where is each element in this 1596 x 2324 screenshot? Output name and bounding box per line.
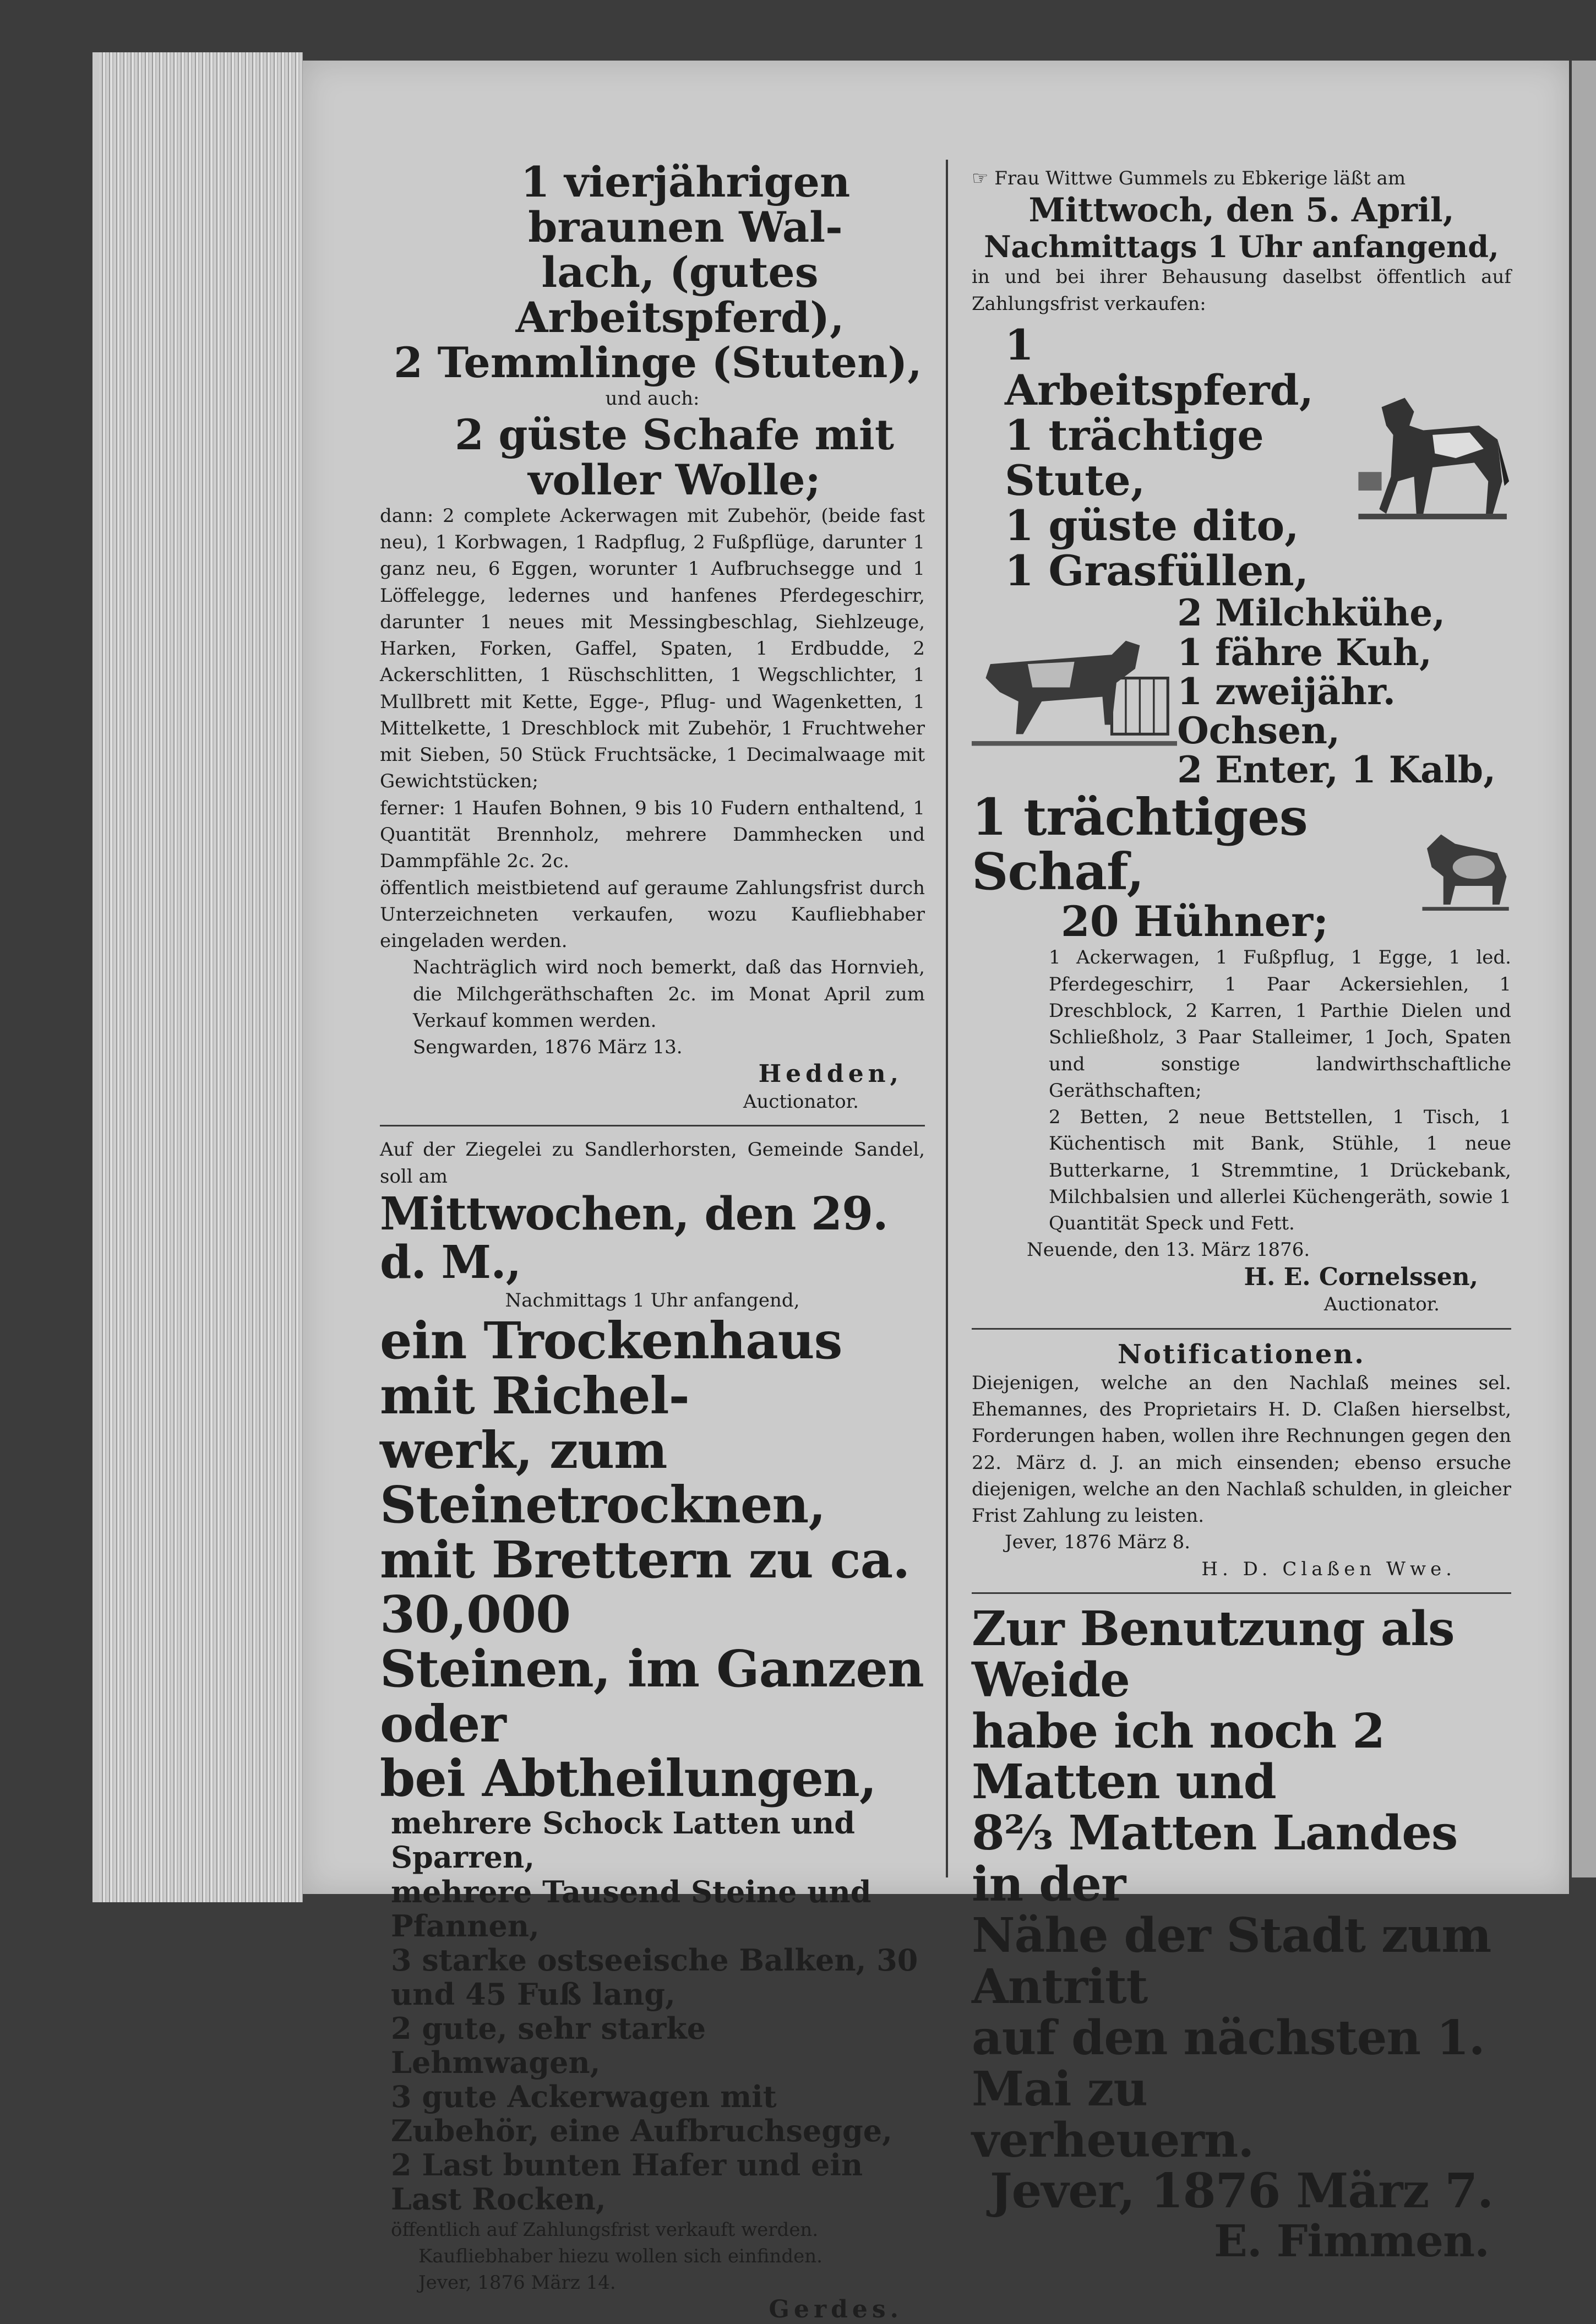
ad-body: Diejenigen, welche an den Nachlaß meines sel. Ehemannes, des Proprietairs H. D. Claßen hierselbst, Forderungen haben, wollen ihre Rechnungen gegen den 22. März d. J. an mich einsenden; ebenso ersuche diejenigen, welche an den Nachlaß schulden, in gleicher Frist Zahlung zu leisten. (972, 1371, 1511, 1527)
ad-item: 3 gute Ackerwagen mit Zubehör, eine Aufbruchsegge, (391, 2079, 892, 2149)
ad-item: mehrere Schock Latten und Sparren, (391, 1805, 855, 1875)
ad-notification (972, 1340, 1511, 1582)
ad-item: 1 güste dito, (1005, 501, 1299, 551)
ad-body: Kaufliebhaber hiezu wollen sich einfinden. (418, 2245, 822, 2267)
ad-headline: 2 Temmlinge (Stuten), (394, 338, 922, 388)
ad-item: 20 Hühner; (1060, 897, 1329, 946)
ad-body: 2 Betten, 2 neue Bettstellen, 1 Tisch, 1 Küchentisch mit Bank, Stühle, 1 neue Butterkarne, 1 Stremmtine, 1 Drückebank, Milchbalsien und allerlei Küchengeräth, sowie 1 Quantität Speck und Fett. (1049, 1106, 1511, 1235)
ad-body: ferner: 1 Haufen Bohnen, 9 bis 10 Fudern enthaltend, 1 Quantität Brennholz, mehrere Dammhecken und Dammpfähle 2c. 2c. (380, 797, 925, 873)
ad-headline: Nähe der Stadt zum Antritt (972, 1908, 1491, 2015)
horse-block (972, 320, 1511, 596)
ad-item: 1 Arbeitspferd, (1005, 320, 1314, 415)
ad-date: Jever, 1876 März 8. (1005, 1531, 1191, 1554)
facing-page-edge (1572, 61, 1596, 1877)
ad-headline: mit Brettern zu ca. 30,000 (380, 1530, 910, 1644)
ad-date: Jever, 1876 März 7. (989, 2163, 1494, 2219)
ad-time: Nachmittags 1 Uhr anfangend, (505, 1289, 800, 1311)
ad-signature-title: Auctionator. (743, 1090, 859, 1113)
ad-intro: in und bei ihrer Behausung daselbst öffentlich auf Zahlungsfrist verkaufen: (972, 266, 1511, 315)
ad-headline: auf den nächsten 1. Mai zu (972, 2010, 1485, 2117)
ad-item: 2 Milchkühe, (1177, 591, 1446, 635)
left-column (380, 157, 925, 2324)
ad-item: 2 Last bunten Hafer und ein Last Rocken, (391, 2147, 863, 2217)
ad-body: dann: 2 complete Ackerwagen mit Zubehör, (beide fast neu), 1 Korbwagen, 1 Radpflug, 2 Fußpflüge, darunter 1 ganz neu, 6 Eggen, worunter 1 Aufbruchsegge und 1 Löffelegge, ledernes und hanfenes Pferdegeschirr, darunter 1 neues mit Messingbeschlag, Siehlzeuge, Harken, Forken, Gaffel, Spaten, 1 Erdbudde, 2 Ackerschlitten, 1 Rüschschlitten, 1 Wegschlichter, 1 Mullbrett mit Kette, Egge-, Pflug- und Wagenketten, 1 Mittelkette, 1 Dreschblock mit Zubehör, 1 Fruchtweher mit Sieben, 50 Stück Fruchtsäcke, 1 Decimalwaage mit Gewichtstücken; (380, 504, 925, 793)
ad-body: 1 Ackerwagen, 1 Fußpflug, 1 Egge, 1 led. Pferdegeschirr, 1 Paar Ackersiehlen, 1 Dreschblock, 2 Karren, 1 Parthie Dielen und Schließholz, 3 Paar Stalleimer, 1 Joch, Spaten und sonstige landwirthschaftliche Geräthschaften; (1049, 946, 1511, 1102)
ad-item: 1 fähre Kuh, (1177, 630, 1432, 674)
ad-date-headline: Mittwochen, den 29. d. M., (380, 1187, 888, 1289)
ad-intro-text: Frau Wittwe Gummels zu Ebkerige läßt am (994, 167, 1406, 189)
ad-date: Sengwarden, 1876 März 13. (413, 1036, 683, 1059)
ad-body: öffentlich meistbietend auf geraume Zahlungsfrist durch Unterzeichneten verkaufen, wozu Kaufliebhaber eingeladen werden. (380, 877, 925, 953)
ad-headline: habe ich noch 2 Matten und (972, 1703, 1385, 1810)
ad-item: 1 Grasfüllen, (1005, 546, 1309, 596)
pointing-hand-icon: ☞ (972, 167, 995, 189)
ad-livestock-auction (972, 165, 1511, 1318)
ad-headline: Zur Benutzung als Weide (972, 1601, 1455, 1708)
sheep-illustration (1418, 812, 1511, 922)
ad-body: Nachträglich wird noch bemerkt, daß das Hornvieh, die Milchgeräthschaften 2c. im Monat April zum Verkauf kommen werden. (413, 956, 925, 1032)
ad-subline: und auch: (605, 388, 700, 410)
ad-pasture-lease (972, 1601, 1511, 2267)
ad-date: Jever, 1876 März 14. (418, 2272, 616, 2294)
section-heading: Notificationen. (1118, 1338, 1365, 1370)
horse-illustration (1354, 375, 1511, 541)
ad-signature-title: Auctionator. (1323, 1293, 1440, 1316)
ad-intro (972, 165, 1511, 192)
ad-item: 1 trächtiges Schaf, (972, 787, 1308, 902)
ad-item: 1 trächtige Stute, (1005, 411, 1264, 505)
ad-headline: ein Trockenhaus mit Richel- (380, 1311, 842, 1425)
ad-signature: E. Fimmen. (1213, 2215, 1489, 2267)
column-divider (946, 160, 948, 1877)
ad-date: Neuende, den 13. März 1876. (1027, 1239, 1310, 1261)
ad-signature: H. D. Claßen Wwe. (1201, 1558, 1456, 1580)
ad-headline: Steinen, im Ganzen oder (380, 1639, 924, 1754)
ad-separator (380, 1125, 925, 1126)
ad-horse-auction (380, 157, 925, 1115)
ad-date-headline: Mittwoch, den 5. April, (1028, 191, 1455, 230)
ad-headline: lach, (gutes Arbeitspferd), (515, 248, 845, 342)
ad-signature: Gerdes. (769, 2295, 903, 2324)
ad-item: 3 starke ostseeische Balken, 30 und 45 Fuß lang, (391, 1942, 918, 2012)
right-column (972, 165, 1511, 2265)
sheep-block (972, 787, 1511, 946)
ad-item: 1 zweijähr. Ochsen, (1177, 670, 1396, 753)
cow-illustration (972, 621, 1177, 764)
ad-intro: Auf der Ziegelei zu Sandlerhorsten, Gemeinde Sandel, soll am (380, 1139, 925, 1188)
ad-drying-house (380, 1136, 925, 2324)
ad-headline: bei Abtheilungen, (380, 1749, 876, 1809)
ad-item: mehrere Tausend Steine und Pfannen, (391, 1874, 871, 1944)
ad-item: 2 Enter, 1 Kalb, (1177, 748, 1496, 792)
cow-block (972, 591, 1511, 792)
ad-item: 2 gute, sehr starke Lehmwagen, (391, 2010, 706, 2081)
ad-headline: verheuern. (972, 2112, 1254, 2168)
ad-headline: 8⅔ Matten Landes in der (972, 1805, 1458, 1913)
book-page-edges (99, 52, 303, 1902)
ad-body: öffentlich auf Zahlungsfrist verkauft werden. (391, 2218, 819, 2241)
ad-signature: Hedden, (758, 1060, 903, 1088)
ad-separator (972, 1592, 1511, 1594)
ad-headline: 2 güste Schafe mit voller Wolle; (455, 410, 894, 504)
ad-headline: werk, zum Steinetrocknen, (380, 1420, 826, 1535)
ad-time: Nachmittags 1 Uhr anfangend, (984, 229, 1499, 265)
ad-separator (972, 1328, 1511, 1330)
ad-signature: H. E. Cornelssen, (1244, 1262, 1478, 1291)
ad-headline: 1 vierjährigen braunen Wal- (520, 157, 851, 252)
